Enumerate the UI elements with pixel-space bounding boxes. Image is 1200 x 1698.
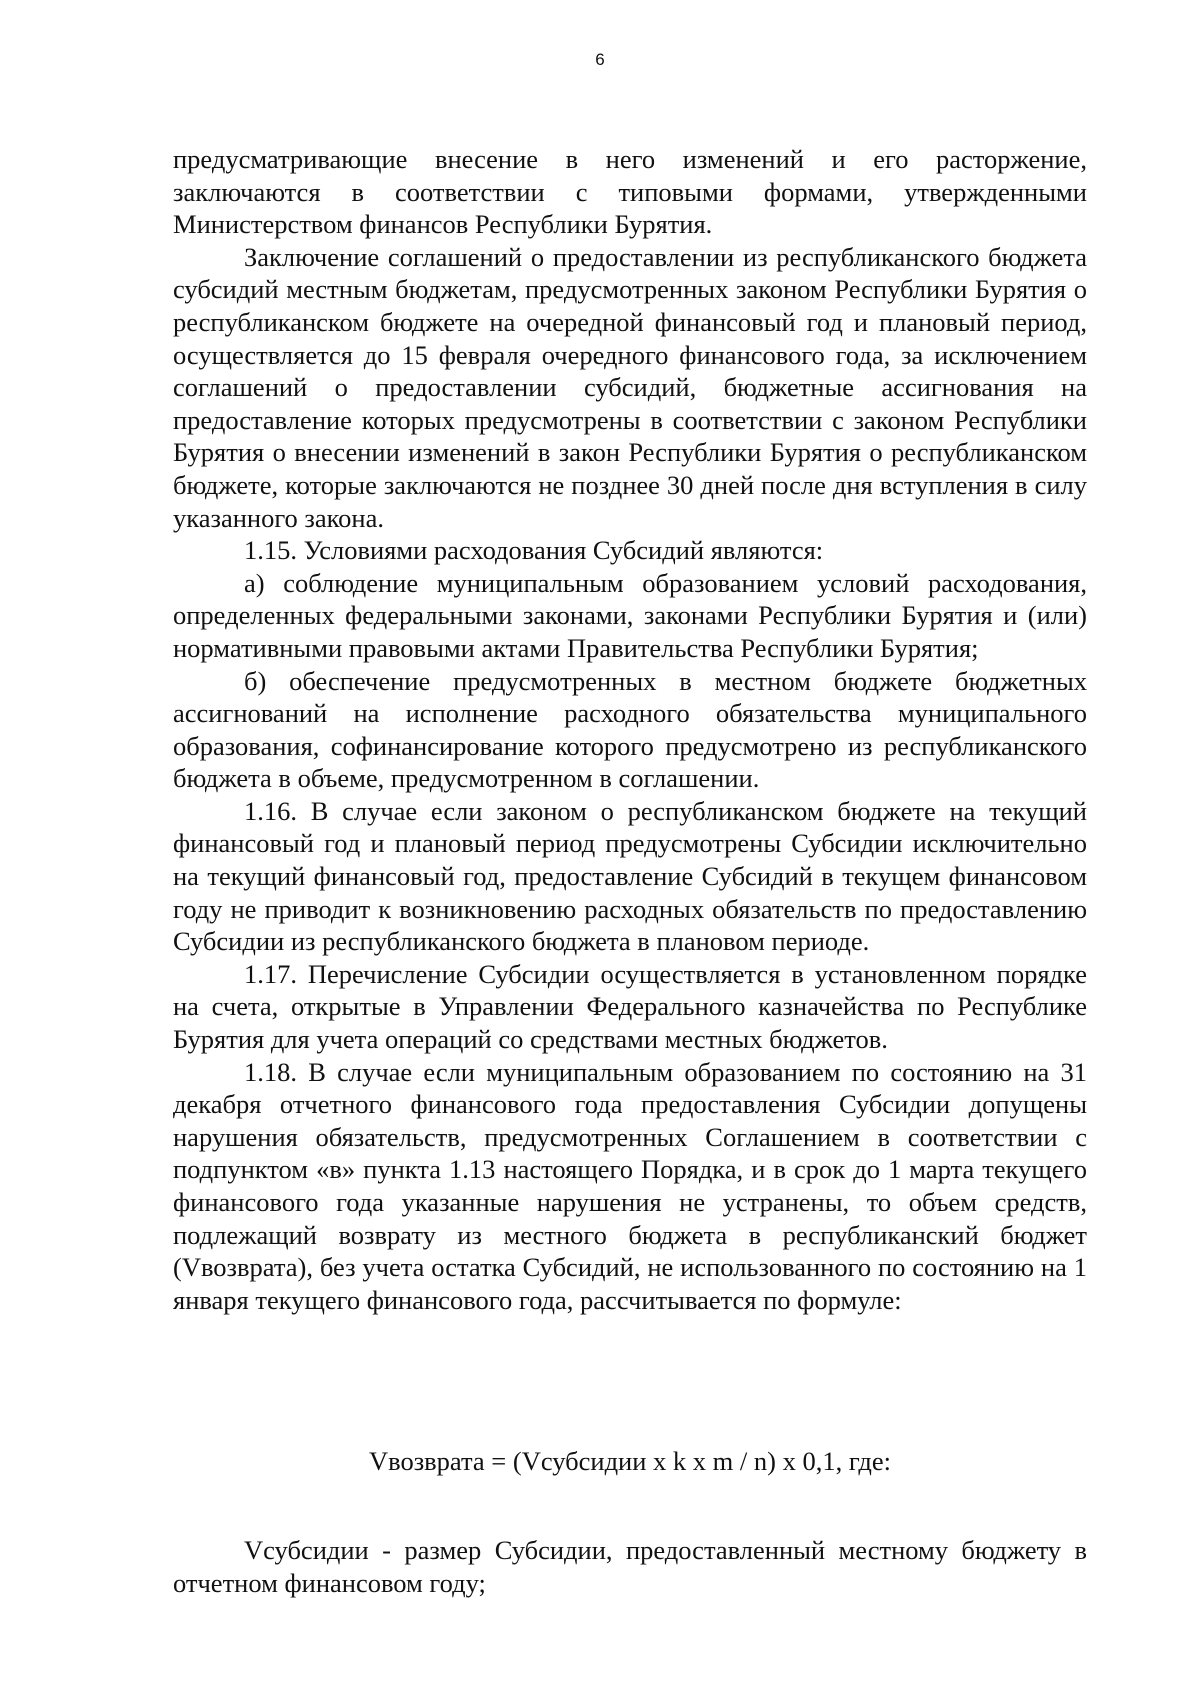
paragraph: 1.17. Перечисление Субсидии осуществляется в установленном порядке на счета, открытые в Управлении Федерального казначейства по Республике Бурятия для учета операций со средствами местных бюджетов. (173, 958, 1087, 1055)
paragraph: 1.16. В случае если законом о республиканском бюджете на текущий финансовый год и плановый период предусмотрены Субсидии исключительно на текущий финансовый год, предоставление Субсидий в текущем финансовом году не приводит к возникновению расходных обязательств по предоставлению Субсидии из республиканского бюджета в плановом периоде. (173, 795, 1087, 957)
paragraph: 1.18. В случае если муниципальным образованием по состоянию на 31 декабря отчетного финансового года предоставления Субсидии допущены нарушения обязательств, предусмотренных Соглашением в соответствии с подпунктом «в» пункта 1.13 настоящего Порядка, и в срок до 1 марта текущего финансового года указанные нарушения не устранены, то объем средств, подлежащий возврату из местного бюджета в республиканский бюджет (Vвозврата), без учета остатка Субсидий, не использованного по состоянию на 1 января текущего финансового года, рассчитывается по формуле: (173, 1056, 1087, 1315)
paragraph: предусматривающие внесение в него изменений и его расторжение, заключаются в соответствии с типовыми формами, утвержденными Министерством финансов Республики Бурятия. (173, 144, 1087, 240)
formula: Vвозврата = (Vсубсидии x k x m / n) x 0,1, где: (368, 1446, 892, 1476)
paragraph: Заключение соглашений о предоставлении из республиканского бюджета субсидий местным бюджетам, предусмотренных законом Республики Бурятия о республиканском бюджете на очередной финансовый год и плановый период, осуществляется до 15 февраля очередного финансового года, за исключением соглашений о предоставлении субсидий, бюджетные ассигнования на предоставление которых предусмотрены в соответствии с законом Республики Бурятия о внесении изменений в закон Республики Бурятия о республиканском бюджете, которые заключаются не позднее 30 дней после дня вступления в силу указанного закона. (173, 241, 1087, 533)
definition-paragraph: Vсубсидии - размер Субсидии, предоставленный местному бюджету в отчетном финансовом году; (173, 1535, 1087, 1598)
definition-block (173, 1534, 1087, 1599)
paragraph: 1.15. Условиями расходования Субсидий являются: (244, 535, 824, 566)
page-number: 6 (595, 50, 605, 69)
document-body (173, 143, 1087, 1316)
paragraph: б) обеспечение предусмотренных в местном бюджете бюджетных ассигнований на исполнение расходного обязательства муниципального образования, софинансирование которого предусмотрено из республиканского бюджета в объеме, предусмотренном в соглашении. (173, 665, 1087, 794)
paragraph: а) соблюдение муниципальным образованием условий расходования, определенных федеральными законами, законами Республики Бурятия и (или) нормативными правовыми актами Правительства Республики Бурятия; (173, 567, 1087, 663)
